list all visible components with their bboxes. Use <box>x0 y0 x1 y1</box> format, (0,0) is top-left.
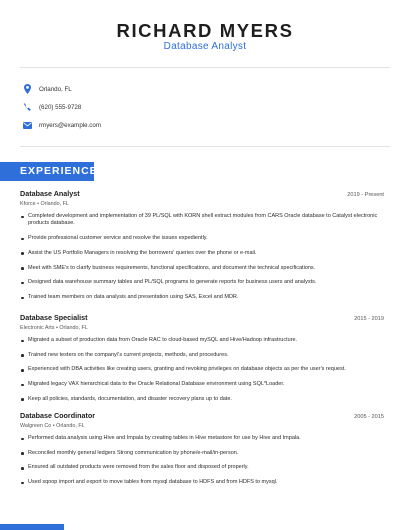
bullet-item: Performed data analysis using Hive and Impala by creating tables in Hive metastore for use by Hive and Impala. <box>20 435 384 442</box>
job-entry <box>20 411 384 494</box>
job-bullets <box>20 337 384 403</box>
bullet-item: Migrated a subset of production data from Oracle RAC to cloud-based mySQL and Hive/Hadoop infrastructure. <box>20 337 384 344</box>
job-bullets <box>20 435 384 487</box>
job-dates: 2019 - Present <box>347 192 384 198</box>
bullet-item: Keep all policies, standards, documentation, and disaster recovery plans up to date. <box>20 396 384 403</box>
job-dates: 2005 - 2015 <box>354 414 384 420</box>
job-bullets <box>20 213 384 301</box>
job-entry <box>20 189 384 309</box>
bullet-item: Used sqoop import and export to move tables from mysql database to HDFS and from HDFS to mysql. <box>20 479 384 486</box>
job-company: Walgreen Co • Orlando, FL <box>20 423 85 429</box>
bullet-item: Trained team members on data analysis and presentation using SAS, Excel and MDR. <box>20 294 384 301</box>
bullet-item: Designed data warehouse summary tables and PL/SQL programs to generate reports for business users and analysts. <box>20 279 384 286</box>
job-title: Database Coordinator <box>20 411 96 420</box>
phone-text: (620) 555-9728 <box>39 103 82 111</box>
bullet-item: Completed development and implementation of 39 PL/SQL with KORN shell extract modules from CARS Oracle database to Catalyst electronic products database. <box>20 213 384 228</box>
divider <box>20 67 390 68</box>
candidate-title: Database Analyst <box>163 41 247 52</box>
contact-location <box>22 83 72 95</box>
next-section-heading-bar <box>0 524 64 530</box>
contact-phone <box>22 101 81 113</box>
bullet-item: Ensured all outdated products were removed from the sales floor and disposed of properly. <box>20 464 384 471</box>
bullet-item: Meet with SME's to clarify business requirements, functional specifications, and document the technical specifications. <box>20 265 384 272</box>
location-pin-icon <box>22 83 32 95</box>
candidate-name: RICHARD MYERS <box>116 20 294 41</box>
bullet-item: Assist the US Portfolio Managers in resolving the borrowers' queries over the phone or e-mail. <box>20 250 384 257</box>
bullet-item: Provide professional customer service and resolve the issues expediently. <box>20 235 384 242</box>
bullet-item: Experienced with DBA activities like creating users, granting and revoking privileges on database objects as per the user's request. <box>20 366 384 373</box>
job-title: Database Analyst <box>20 189 80 198</box>
email-text: rmyers@example.com <box>39 121 101 129</box>
location-text: Orlando, FL <box>39 85 72 93</box>
bullet-item: Reconciled monthly general ledgers Strong communication by phone/e-mail/in-person. <box>20 450 384 457</box>
bullet-item: Trained new testers on the company\'s current projects, methods, and procedures. <box>20 352 384 359</box>
job-entry <box>20 313 384 411</box>
phone-icon <box>22 101 32 113</box>
job-title: Database Specialist <box>20 313 88 322</box>
divider <box>20 146 390 147</box>
job-company: Kforce • Orlando, FL <box>20 201 69 207</box>
bullet-item: Migrated legacy VAX hierarchical data to the Oracle Relational Database environment using SQL*Loader. <box>20 381 384 388</box>
email-icon <box>22 119 32 131</box>
contact-email <box>22 119 101 131</box>
job-dates: 2015 - 2019 <box>354 316 384 322</box>
section-heading-experience: EXPERIENCE <box>0 162 94 181</box>
job-company: Electronic Arts • Orlando, FL <box>20 325 88 331</box>
